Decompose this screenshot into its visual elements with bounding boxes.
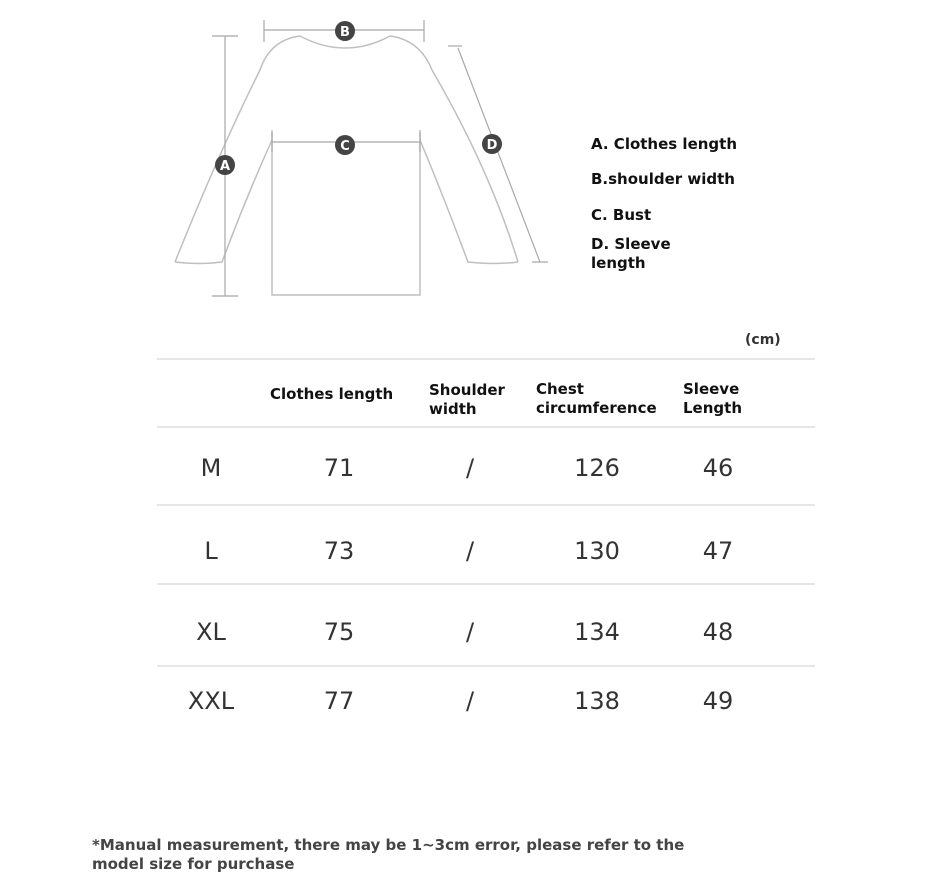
cell-chest: 126 [574, 454, 620, 482]
marker-a [215, 155, 235, 175]
garment-diagram [160, 10, 560, 310]
cell-length: 71 [323, 454, 355, 482]
cell-chest: 130 [574, 537, 620, 565]
marker-a-label: A [219, 159, 231, 174]
table-divider [157, 358, 815, 360]
cell-length: 77 [323, 687, 355, 715]
marker-b [335, 21, 355, 41]
cell-length: 73 [323, 537, 355, 565]
cell-sleeve: 47 [702, 537, 734, 565]
cell-chest: 138 [574, 687, 620, 715]
table-divider [157, 426, 815, 428]
legend-clothes-length: A. Clothes length [591, 135, 738, 153]
sleeve-guide [458, 48, 540, 262]
header-sleeve-length: Sleeve Length [683, 380, 742, 417]
cell-size: M [200, 454, 222, 482]
table-divider [157, 504, 815, 506]
legend-shoulder-width: B.shoulder width [591, 170, 735, 188]
cell-sleeve: 46 [702, 454, 734, 482]
cell-size: XL [196, 618, 226, 646]
measurement-note: *Manual measurement, there may be 1~3cm error, please refer to the model size for purchase [92, 836, 685, 873]
legend-sleeve-length: D. Sleeve length [591, 235, 671, 272]
cell-sleeve: 48 [702, 618, 734, 646]
cell-size: XXL [187, 687, 235, 715]
table-divider [157, 665, 815, 667]
cell-size: L [204, 537, 218, 565]
header-chest-circumference: Chest circumference [536, 380, 657, 417]
marker-c [335, 135, 355, 155]
cell-shoulder: / [465, 618, 475, 646]
cell-shoulder: / [465, 537, 475, 565]
marker-d-label: D [486, 138, 498, 153]
cell-shoulder: / [465, 687, 475, 715]
right-inner-sleeve [420, 140, 518, 264]
unit-label: (cm) [745, 332, 781, 348]
cell-length: 75 [323, 618, 355, 646]
cell-sleeve: 49 [702, 687, 734, 715]
marker-d [482, 134, 502, 154]
marker-c-label: C [340, 139, 350, 154]
marker-b-label: B [340, 25, 350, 40]
legend-bust: C. Bust [591, 206, 652, 224]
left-outer-sleeve [175, 36, 300, 262]
header-shoulder-width: Shoulder width [429, 381, 505, 418]
header-clothes-length: Clothes length [270, 385, 394, 403]
cell-shoulder: / [465, 454, 475, 482]
cell-chest: 134 [574, 618, 620, 646]
garment-outline-svg [160, 10, 560, 310]
table-divider [157, 583, 815, 585]
